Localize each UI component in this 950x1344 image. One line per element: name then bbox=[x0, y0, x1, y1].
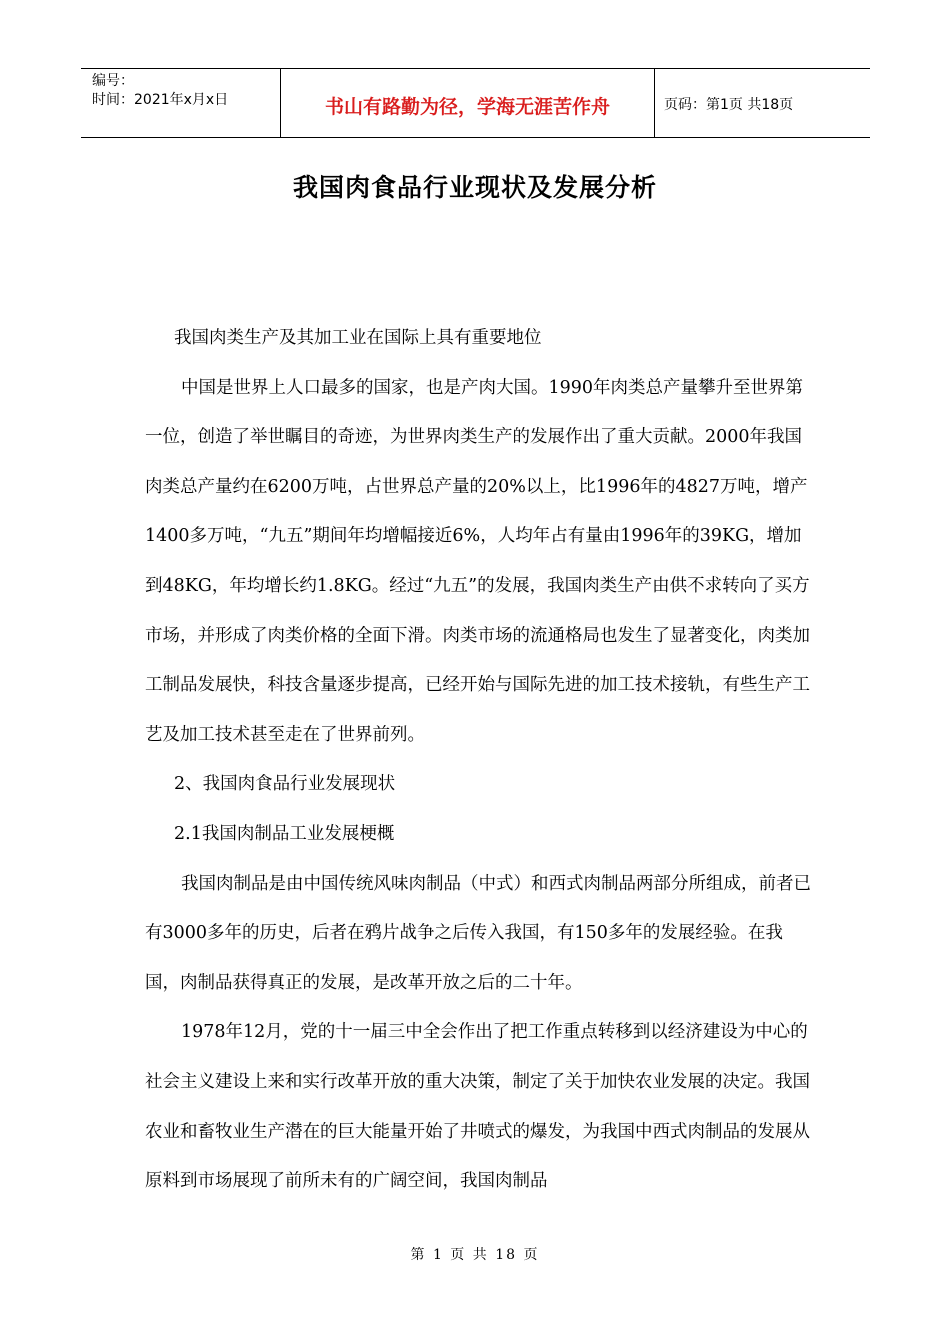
paragraph: 1978年12月，党的十一届三中全会作出了把工作重点转移到以经济建设为中心的社会主义建设上来和实行改革开放的重大决策，制定了关于加快农业发展的决定。我国农业和畜牧业生产潜在的巨大能量开始了井喷式的爆发，为我国中西式肉制品的发展从原料到市场展现了前所未有的广阔空间，我国肉制品 bbox=[145, 1022, 810, 1192]
section-heading: 2、我国肉食品行业发展现状 bbox=[174, 774, 396, 795]
number-label: 编号： bbox=[92, 73, 134, 89]
header-motto: 书山有路勤为径，学海无涯苦作舟 bbox=[281, 69, 655, 137]
paragraph: 中国是世界上人口最多的国家，也是产肉大国。1990年肉类总产量攀升至世界第一位，创造了举世瞩目的奇迹，为世界肉类生产的发展作出了重大贡献。2000年我国肉类总产量约在6200万吨，占世界总产量的20%以上，比1996年的4827万吨，增产1400多万吨，“九五”期间年均增幅接近6%，人均年占有量由1996年的39KG，增加到48KG，年均增长约1.8KG。经过“九五”的发展，我国肉类生产由供不求转向了买方市场，并形成了肉类价格的全面下滑。肉类市场的流通格局也发生了显著变化，肉类加工制品发展快，科技含量逐步提高，已经开始与国际先进的加工技术接轨，有些生产工艺及加工技术甚至走在了世界前列。 bbox=[145, 377, 810, 745]
header-page-info: 页码：第1页 共18页 bbox=[664, 97, 794, 113]
document-title: 我国肉食品行业现状及发展分析 bbox=[292, 173, 657, 202]
time-label: 时间：2021年x月x日 bbox=[92, 92, 229, 108]
header-meta bbox=[81, 69, 281, 137]
document-header bbox=[81, 68, 870, 138]
subsection-heading: 2.1我国肉制品工业发展梗概 bbox=[174, 823, 395, 844]
document-body bbox=[145, 314, 815, 1207]
paragraph-intro-heading: 我国肉类生产及其加工业在国际上具有重要地位 bbox=[174, 328, 542, 348]
page-footer: 第 1 页 共 18 页 bbox=[410, 1247, 540, 1263]
paragraph: 我国肉制品是由中国传统风味肉制品（中式）和西式肉制品两部分所组成，前者已有3000多年的历史，后者在鸦片战争之后传入我国，有150多年的发展经验。在我国，肉制品获得真正的发展，是改革开放之后的二十年。 bbox=[145, 873, 811, 993]
